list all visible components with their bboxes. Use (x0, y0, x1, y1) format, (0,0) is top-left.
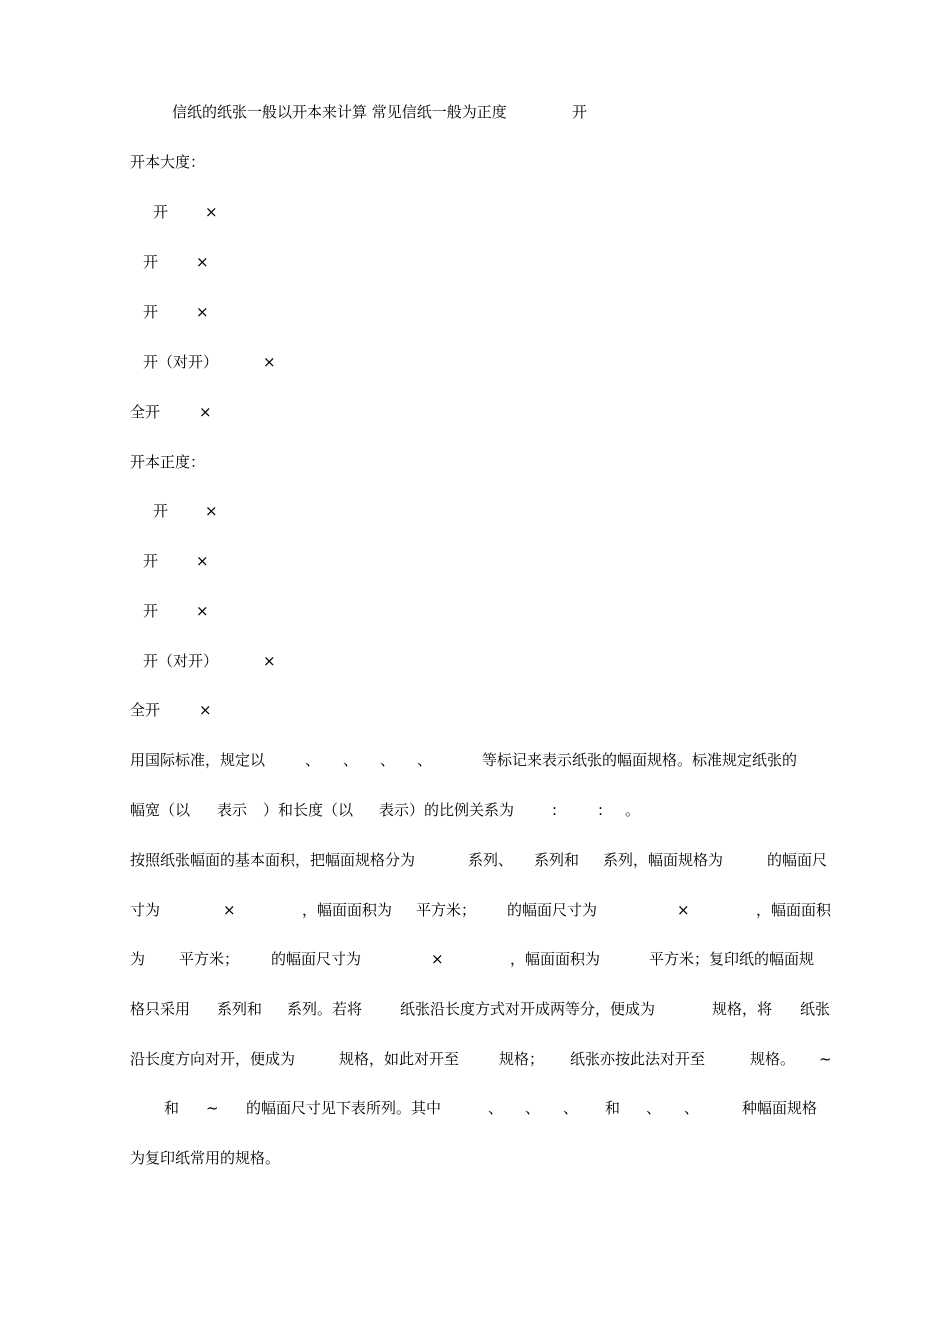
body-text: 表示）的比例关系为 (379, 801, 515, 819)
dadu-row (0, 300, 950, 324)
dadu-row (0, 400, 950, 424)
body-line (0, 1096, 950, 1120)
body-times: × (223, 901, 236, 919)
body-times: × (431, 950, 444, 968)
body-text: 寸为 (130, 901, 161, 919)
body-text: 的幅面尺寸为 (507, 901, 598, 919)
body-line (0, 848, 950, 872)
body-text: ，幅面面积 (756, 901, 832, 919)
body-times: × (677, 901, 690, 919)
body-text: 的幅面尺寸为 (271, 950, 362, 968)
zhengdu-row-times: × (199, 701, 212, 719)
body-sep: 、 (417, 751, 433, 769)
body-text: 系列，幅面规格为 (603, 851, 724, 869)
dadu-row (0, 250, 950, 274)
body-text: 的幅面尺 (767, 851, 828, 869)
body-text: 平方米；复印纸的幅面规 (649, 950, 815, 968)
body-line (0, 1146, 950, 1170)
body-line (0, 798, 950, 822)
body-line (0, 947, 950, 971)
body-text: 纸张沿长度方式对开成两等分，便成为 (400, 1000, 656, 1018)
body-text: 用国际标准，规定以 (130, 751, 266, 769)
zhengdu-row-label: 开 (153, 502, 169, 520)
zhengdu-row-label: 全开 (130, 701, 161, 719)
body-text: 平方米； (416, 901, 477, 919)
dadu-row-label: 开 (143, 253, 159, 271)
zhengdu-row-times: × (196, 552, 209, 570)
body-text: 规格； (499, 1050, 545, 1068)
body-text: ，幅面面积为 (302, 901, 393, 919)
zhengdu-row-label: 开（对开） (143, 652, 219, 670)
dadu-row-times: × (205, 203, 218, 221)
body-sep: 和 (605, 1099, 621, 1117)
body-sep: 、 (525, 1099, 541, 1117)
zhengdu-row-times: × (205, 502, 218, 520)
intro-text: 信纸的纸张一般以开本来计算 常见信纸一般为正度 (172, 103, 507, 121)
body-text: 平方米； (179, 950, 240, 968)
zhengdu-row (0, 599, 950, 623)
dadu-row-times: × (196, 253, 209, 271)
zhengdu-row-label: 开 (143, 552, 159, 570)
body-line (0, 1047, 950, 1071)
body-text: 系列和 (534, 851, 580, 869)
body-text: 规格，将 (712, 1000, 773, 1018)
body-text: 格只采用 (130, 1000, 191, 1018)
zhengdu-heading: 开本正度： (130, 453, 206, 471)
dadu-heading: 开本大度： (130, 153, 206, 171)
body-period: 。 (625, 801, 641, 819)
body-text: 纸张亦按此法对开至 (570, 1050, 706, 1068)
body-sep: 、 (563, 1099, 579, 1117)
dadu-row-times: × (196, 303, 209, 321)
body-text: ）和长度（以 (263, 801, 354, 819)
zhengdu-row (0, 499, 950, 523)
dadu-row-label: 开（对开） (143, 353, 219, 371)
body-sep: 、 (646, 1099, 662, 1117)
body-sep: 、 (488, 1099, 504, 1117)
body-text: 纸张 (800, 1000, 831, 1018)
intro-kai: 开 (572, 103, 588, 121)
dadu-row-label: 开 (153, 203, 169, 221)
body-text: 系列和 (217, 1000, 263, 1018)
body-text: 沿长度方向对开，便成为 (130, 1050, 296, 1068)
body-text: 规格。 (750, 1050, 796, 1068)
dadu-row-times: × (263, 353, 276, 371)
dadu-row (0, 200, 950, 224)
zhengdu-row-times: × (263, 652, 276, 670)
body-text: 为 (130, 950, 146, 968)
body-tilde: ~ (819, 1050, 832, 1068)
body-text: ，幅面面积为 (510, 950, 601, 968)
zhengdu-row (0, 698, 950, 722)
body-sep: 、 (305, 751, 321, 769)
body-text: 规格，如此对开至 (339, 1050, 460, 1068)
body-colon: : (552, 801, 558, 819)
body-text: 和 (164, 1099, 180, 1117)
zhengdu-heading-line (0, 450, 950, 474)
body-text: 系列。若将 (287, 1000, 363, 1018)
body-sep: 、 (343, 751, 359, 769)
body-text: 系列、 (468, 851, 514, 869)
dadu-row-label: 开 (143, 303, 159, 321)
body-line (0, 748, 950, 772)
body-text: 为复印纸常用的规格。 (130, 1149, 281, 1167)
dadu-row-times: × (199, 403, 212, 421)
body-text: 按照纸张幅面的基本面积，把幅面规格分为 (130, 851, 416, 869)
body-line (0, 997, 950, 1021)
body-tilde: ~ (206, 1099, 219, 1117)
zhengdu-row-times: × (196, 602, 209, 620)
body-text: 的幅面尺寸见下表所列。其中 (246, 1099, 442, 1117)
body-line (0, 898, 950, 922)
dadu-row (0, 350, 950, 374)
zhengdu-row (0, 549, 950, 573)
body-text: 种幅面规格 (742, 1099, 818, 1117)
body-text: 表示 (217, 801, 248, 819)
zhengdu-row (0, 649, 950, 673)
body-colon: : (598, 801, 604, 819)
body-sep: 、 (380, 751, 396, 769)
intro-line (0, 100, 950, 124)
body-text: 等标记来表示纸张的幅面规格。标准规定纸张的 (482, 751, 798, 769)
body-sep: 、 (684, 1099, 700, 1117)
dadu-row-label: 全开 (130, 403, 161, 421)
zhengdu-row-label: 开 (143, 602, 159, 620)
body-text: 幅宽（以 (130, 801, 191, 819)
dadu-heading-line (0, 150, 950, 174)
